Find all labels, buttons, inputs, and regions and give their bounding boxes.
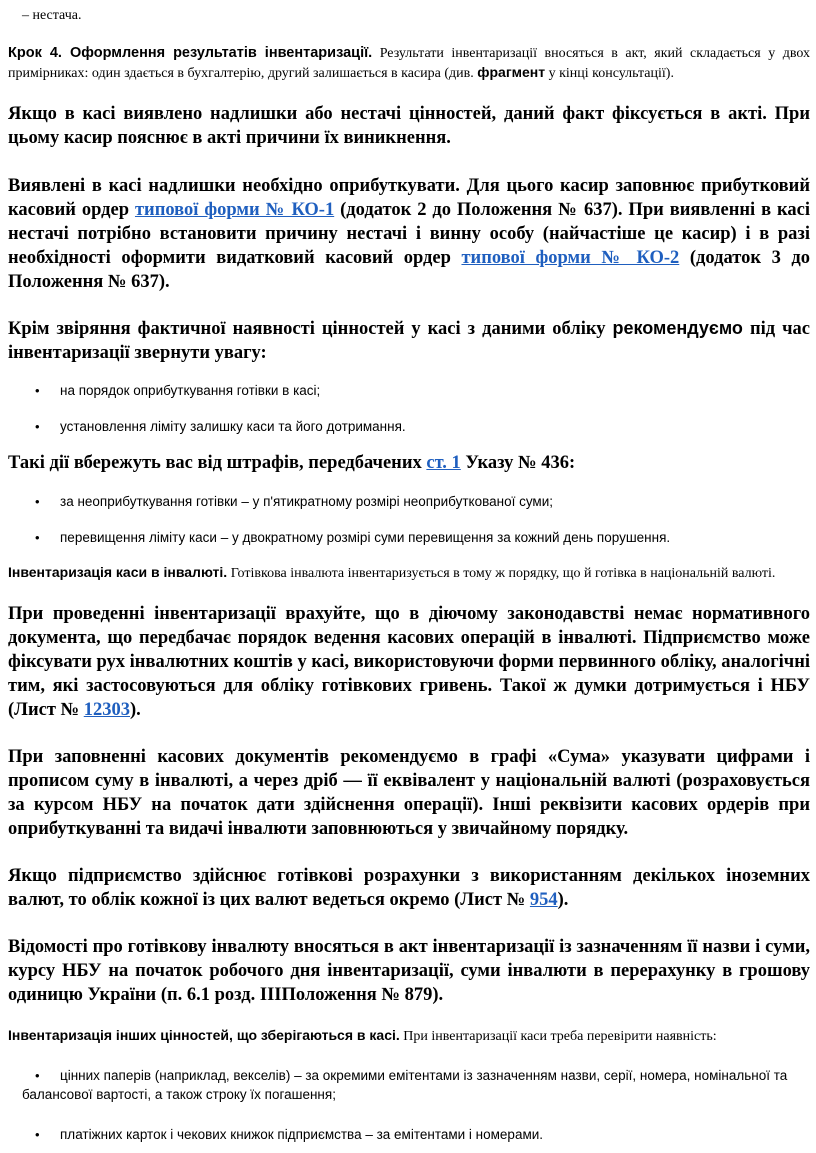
other-values-paragraph [8,1026,810,1046]
bullet-icon: • [35,530,40,545]
receipt-text-1: Виявлені в касі надлишки необхідно оприбуткувати. Для цього касир заповнює прибутковий касовий ордер [8,176,810,220]
other-heading: Інвентаризація інших цінностей, що зберігаються в касі. [8,1027,400,1043]
fines-paragraph [8,451,810,475]
inventory-text: При проведенні інвентаризації врахуйте, що в діючому законодавстві немає нормативного документа, що передбачає порядок ведення касових операцій в інвалюті. Підприємство може фіксувати рух інвалютних коштів у касі, використовуючи форми первинного обліку, аналогічні тим, які застосовуються для обліку готівкових гривень. Такої ж думки дотримується і НБУ (Лист № [8,604,810,720]
bullet-icon: • [35,1068,40,1083]
form-ko2-link[interactable]: типової форми № КО-2 [461,248,680,268]
top-line: – нестача. [22,8,82,23]
surplus-paragraph: Якщо в касі виявлено надлишки або нестачі цінностей, даний факт фіксується в акті. При цьому касир пояснює в акті причини їх виникнення. [8,104,810,148]
inventory-paragraph [8,602,810,722]
several-text: Якщо підприємство здійснює готівкові розрахунки з використанням декількох іноземних валют, то облік кожної із цих валют ведеться окремо (Лист № [8,866,810,910]
bullet-icon: • [35,383,40,398]
list-item-text: за неоприбуткування готівки – у п'ятикратному розмірі неоприбуткованої суми; [60,494,554,509]
bullet-icon: • [35,1127,40,1142]
besides-text-2: під час інвентаризації звернути увагу: [8,319,810,363]
step4-link-word: фрагмент [477,64,546,80]
list-item-text: на порядок оприбуткування готівки в касі; [60,383,321,398]
receipt-text-3: (додаток 3 до Положення № 637). [8,248,811,292]
receipt-paragraph [8,174,810,294]
attention-list [8,381,810,436]
step4-paragraph [8,44,810,83]
article-1-link[interactable]: ст. 1 [426,453,461,473]
list-item [8,1125,810,1144]
list-item [8,492,810,511]
letter-12303-link[interactable]: 12303 [83,700,130,720]
filling-paragraph: При заповненні касових документів рекомендуємо в графі «Сума» указувати цифрами і прописом суму в інвалюті, а через дріб — її еквівалент у національній валюті (розраховується за курсом НБУ на початок дати здійснення операції). Інші реквізити касових ордерів при оприбуткуванні та видачі інвалюти заповнюються у звичайному порядку. [8,747,810,839]
bullet-icon: • [35,494,40,509]
form-ko1-link[interactable]: типової форми № КО-1 [134,200,335,220]
list-item [8,417,810,436]
receipt-text-2: (додаток 2 до Положення № 637). При виявленні в касі нестачі потрібно встановити причину нестачі і винну особу (найчастіше це касир) і в разі необхідності оформити видатковий касовий ордер [8,200,811,268]
letter-954-link[interactable]: 954 [529,890,558,910]
list-item-text: цінних паперів (наприклад, векселів) – за окремими емітентами із зазначенням назви, серії, номера, номінальної та балансової вартості, а також строку їх погашення; [22,1068,788,1102]
fines-list [8,492,810,547]
besides-paragraph [8,316,810,365]
other-text: При інвентаризації каси треба перевірити наявність: [403,1029,717,1044]
besides-text-1: Крім звіряння фактичної наявності цінностей у касі з даними обліку [8,319,606,339]
inventory-end: ). [130,700,141,720]
other-values-list [8,1066,810,1144]
currency-paragraph [8,563,810,583]
list-item [8,1066,810,1104]
recommend-word: рекомендуємо [612,318,743,338]
list-item [8,381,810,400]
fines-text-1: Такі дії вбережуть вас від штрафів, передбачених [8,453,422,473]
list-item-text: перевищення ліміту каси – у двократному розмірі суми перевищення за кожний день порушення. [60,530,671,545]
list-item-text: платіжних карток і чекових книжок підприємства – за емітентами і номерами. [60,1127,544,1142]
list-item-text: установлення ліміту залишку каси та його дотримання. [60,419,406,434]
fines-text-2: Указу № 436: [465,453,576,473]
bullet-icon: • [35,419,40,434]
info-paragraph: Відомості про готівкову інвалюту вносяться в акт інвентаризації із зазначенням її назви і суми, курсу НБУ на початок робочого дня інвентаризації, суми інвалюти в перерахунку в грошову одиницю України (п. 6.1 розд. ІІІПоложення № 879). [8,937,810,1005]
list-item [8,528,810,547]
step4-heading: Крок 4. Оформлення результатів інвентаризації. [8,45,373,61]
currency-heading: Інвентаризація каси в інвалюті. [8,564,228,580]
currency-text: Готівкова інвалюта інвентаризується в тому ж порядку, що й готівка в національній валюті. [230,566,776,581]
step4-text: Результати інвентаризації вносяться в акт, який складається у двох примірниках: один здається в бухгалтерію, другий залишається в касира (див. [8,46,810,81]
several-end: ). [557,890,569,910]
step4-text-end: у кінці консультації). [548,66,674,81]
several-currencies-paragraph [8,864,810,912]
